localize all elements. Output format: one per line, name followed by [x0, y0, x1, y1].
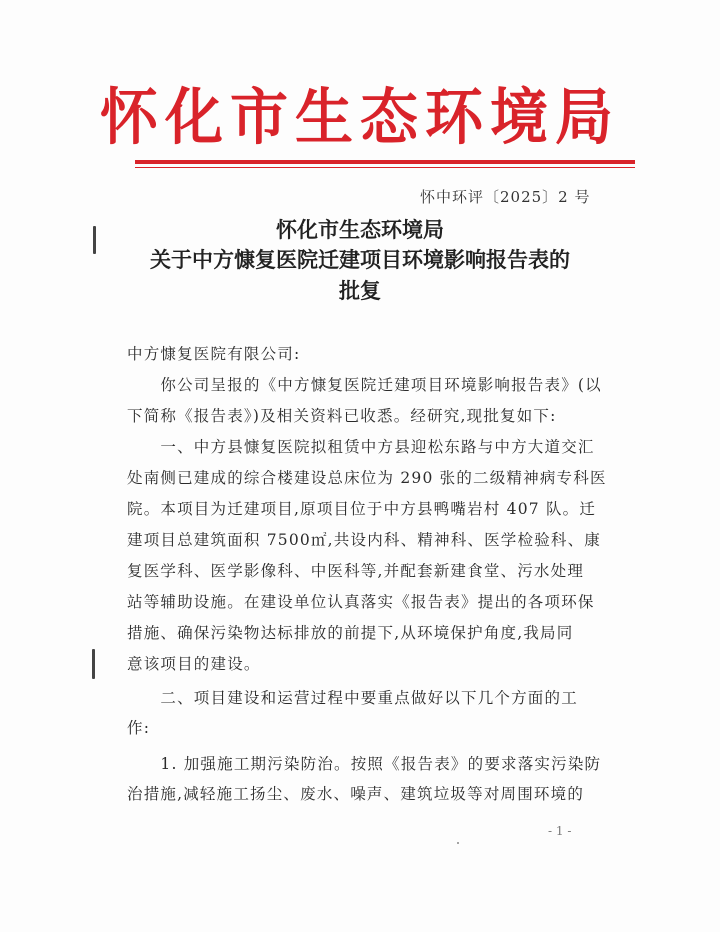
- body-line: 二、项目建设和运营过程中要重点做好以下几个方面的工: [127, 689, 578, 707]
- document-title-line-2: 关于中方慷复医院迁建项目环境影响报告表的: [150, 247, 570, 272]
- body-line: 下简称《报告表》)及相关资料已收悉。经研究,现批复如下:: [127, 407, 557, 425]
- document-title-line-1: 怀化市生态环境局: [276, 217, 444, 242]
- addressee: 中方慷复医院有限公司:: [127, 345, 301, 363]
- body-line: 作:: [127, 719, 151, 737]
- body-line: 站等辅助设施。在建设单位认真落实《报告表》提出的各项环保: [127, 593, 595, 611]
- page-number: - 1 -: [548, 824, 572, 838]
- letterhead-title: 怀化市生态环境局: [99, 81, 620, 153]
- scan-margin-mark: [92, 649, 95, 679]
- body-line: 措施、确保污染物达标排放的前提下,从环境保护角度,我局同: [127, 624, 574, 642]
- document-title-line-3: 批复: [339, 278, 381, 303]
- letterhead-red-rule: [135, 160, 635, 164]
- body-line: 建项目总建筑面积 7500㎡,共设内科、精神科、医学检验科、康: [127, 531, 602, 549]
- body-line: 治措施,减轻施工扬尘、废水、噪声、建筑垃圾等对周围环境的: [127, 785, 585, 803]
- body-line: 复医学科、医学影像科、中医科等,并配套新建食堂、污水处理: [127, 562, 585, 580]
- letterhead-red-rule-thin: [135, 167, 635, 168]
- document-number: 怀中环评〔2025〕2 号: [420, 188, 591, 206]
- body-line: 1. 加强施工期污染防治。按照《报告表》的要求落实污染防: [127, 755, 602, 773]
- body-line: 你公司呈报的《中方慷复医院迁建项目环境影响报告表》(以: [127, 376, 602, 394]
- body-line: 处南侧已建成的综合楼建设总床位为 290 张的二级精神病专科医: [127, 469, 607, 487]
- body-line: 院。本项目为迁建项目,原项目位于中方县鸭嘴岩村 407 队。迁: [127, 500, 597, 518]
- body-line: 意该项目的建设。: [127, 655, 261, 673]
- scan-margin-mark: [93, 226, 96, 254]
- body-line: 一、中方县慷复医院拟租赁中方县迎松东路与中方大道交汇: [127, 438, 595, 456]
- scan-speck: [457, 842, 459, 844]
